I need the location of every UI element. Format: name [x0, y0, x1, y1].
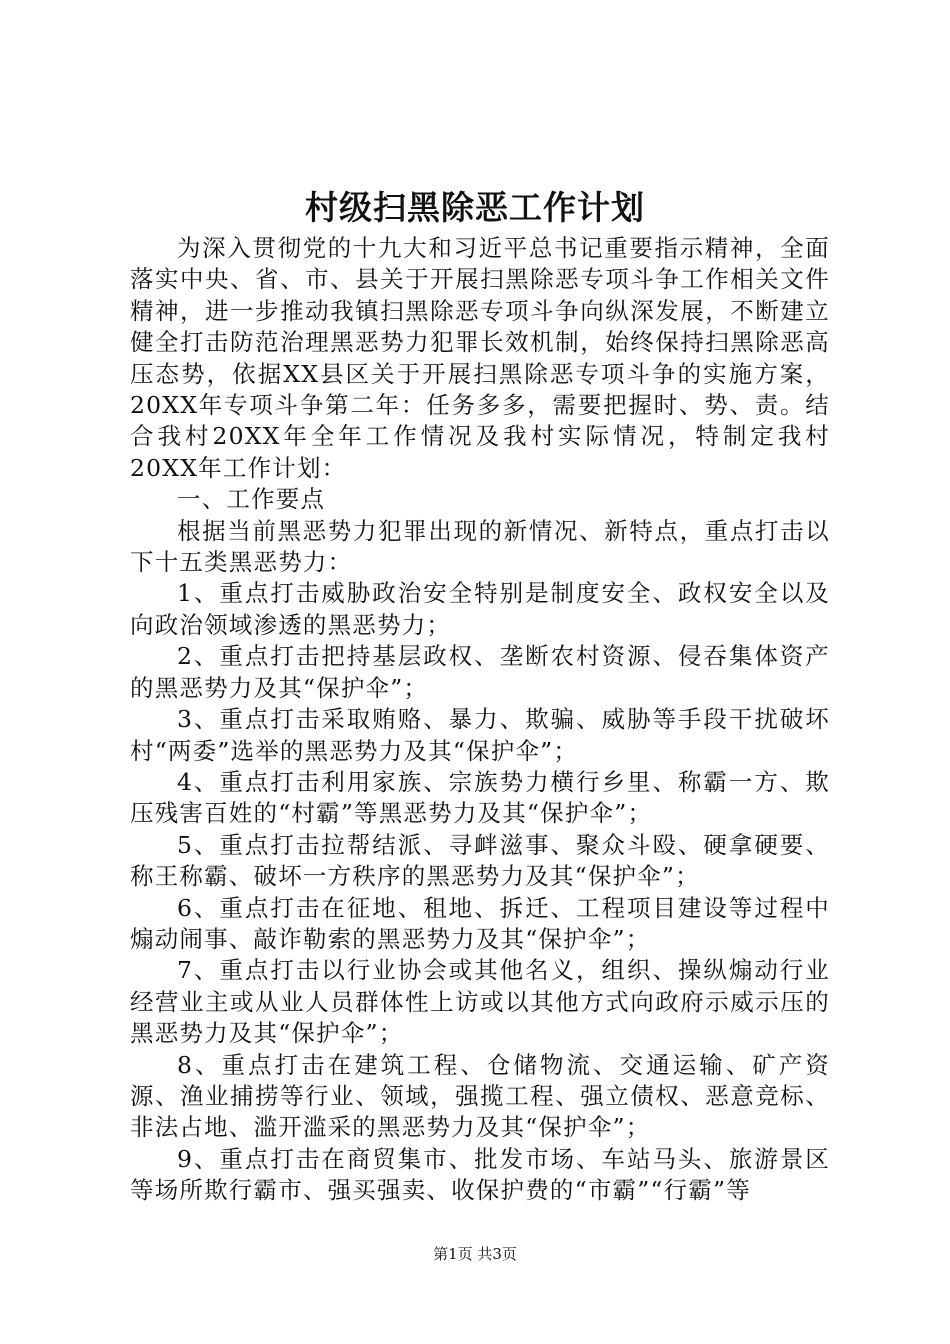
- page-number-footer: 第1页 共3页: [433, 1245, 517, 1263]
- list-item: 5、重点打击拉帮结派、寻衅滋事、聚众斗殴、硬拿硬要、称王称霸、破坏一方秩序的黑恶势力及其“保护伞”；: [130, 830, 830, 891]
- list-item: 9、重点打击在商贸集市、批发市场、车站马头、旅游景区等场所欺行霸市、强买强卖、收保护费的“市霸”“行霸”等: [130, 1144, 830, 1205]
- list-item: 2、重点打击把持基层政权、垄断农村资源、侵吞集体资产的黑恶势力及其“保护伞”；: [130, 642, 830, 702]
- document-body: [130, 233, 830, 1207]
- list-item: 4、重点打击利用家族、宗族势力横行乡里、称霸一方、欺压残害百姓的“村霸”等黑恶势力及其“保护伞”；: [130, 767, 830, 828]
- list-item: 7、重点打击以行业协会或其他名义，组织、操纵煽动行业经营业主或从业人员群体性上访或以其他方式向政府示威示压的黑恶势力及其“保护伞”；: [130, 956, 830, 1048]
- intro-paragraph: 为深入贯彻党的十九大和习近平总书记重要指示精神，全面落实中央、省、市、县关于开展扫黑除恶专项斗争工作相关文件精神，进一步推动我镇扫黑除恶专项斗争向纵深发展，不断建立健全打击防范治理黑恶势力犯罪长效机制，始终保持扫黑除恶高压态势，依据XX县区关于开展扫黑除恶专项斗争的实施方案，20XX年专项斗争第二年：任务多多，需要把握时、势、责。结合我村20XX年全年工作情况及我村实际情况，特制定我村20XX年工作计划：: [130, 234, 830, 482]
- document-title: 村级扫黑除恶工作计划: [305, 188, 645, 227]
- body-paragraph: 根据当前黑恶势力犯罪出现的新情况、新特点，重点打击以下十五类黑恶势力：: [130, 516, 830, 577]
- list-item: 6、重点打击在征地、租地、拆迁、工程项目建设等过程中煽动闹事、敲诈勒索的黑恶势力及其“保护伞”；: [130, 893, 830, 953]
- section-heading: 一、工作要点: [177, 485, 326, 514]
- list-item: 1、重点打击威胁政治安全特别是制度安全、政权安全以及向政治领域渗透的黑恶势力；: [130, 579, 830, 639]
- list-item: 3、重点打击采取贿赂、暴力、欺骗、威胁等手段干扰破坏村“两委”选举的黑恶势力及其“保护伞”；: [130, 705, 830, 765]
- list-item: 8、重点打击在建筑工程、仓储物流、交通运输、矿产资源、渔业捕捞等行业、领域，强揽工程、强立债权、恶意竞标、非法占地、滥开滥采的黑恶势力及其“保护伞”；: [130, 1050, 830, 1142]
